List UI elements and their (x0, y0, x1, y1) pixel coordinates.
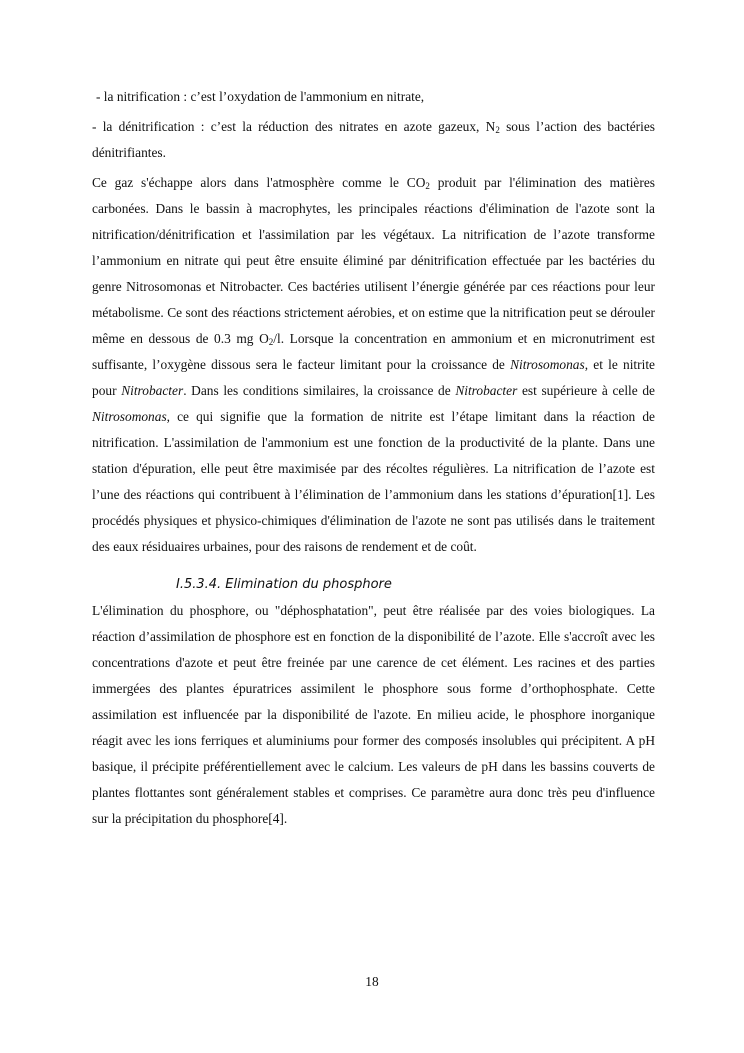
paragraph-denitrification (92, 114, 655, 166)
text-span: /l. Lorsque la concentration en ammonium et en micronutriment est suffisante, l’oxygène dissous sera le facteur limitant pour la croissance de (92, 331, 655, 372)
text-span: , ce qui signifie que la formation de nitrite est l’étape limitant dans la réaction de nitrification. L'assimilation de l'ammonium est une fonction de la productivité de la plante. Dans une station d'épuration, elle peut être maximisée par des récoltes régulières. La nitrification de l’azote est l’une des réactions qui contribuent à l’élimination de l’ammonium dans les stations d’épuration[1]. Les procédés physiques et physico-chimiques d'élimination de l'azote ne sont pas utilisés dans le traitement des eaux résiduaires urbaines, pour des raisons de rendement et de coût. (92, 409, 655, 554)
text-span: est supérieure à celle de (517, 383, 655, 398)
text-span: Ce gaz s'échappe alors dans l'atmosphère comme le CO (92, 175, 426, 190)
text-span: . Dans les conditions similaires, la croissance de (183, 383, 456, 398)
paragraph-phosphore: L'élimination du phosphore, ou "déphosphatation", peut être réalisée par des voies biologiques. La réaction d’assimilation de phosphore est en fonction de la disponibilité de l’azote. Elle s'accroît avec les concentrations d'azote et peut être freinée par une carence de cet élément. Les racines et des parties immergées des plantes épuratrices assimilent le phosphore sous forme d’orthophosphate. Cette assimilation est influencée par la disponibilité de l'azote. En milieu acide, le phosphore inorganique réagit avec les ions ferriques et aluminiums pour former des composés insolubles qui précipitent. A pH basique, il précipite préférentiellement avec le calcium. Les valeurs de pH dans les bassins couverts de plantes flottantes sont généralement stables et comprises. Ce paramètre aura donc très peu d'influence sur la précipitation du phosphore[4]. (92, 603, 655, 826)
section-heading: I.5.3.4. Elimination du phosphore (176, 577, 392, 592)
italic-term: Nitrobacter (121, 383, 184, 398)
subscript: 2 (495, 125, 500, 135)
text-span: sous l’action des bactéries dénitrifiantes. (92, 119, 655, 160)
text-span: , et le nitrite pour (92, 357, 655, 398)
italic-term: Nitrobacter (455, 383, 518, 398)
paragraph-nitrification: - la nitrification : c’est l’oxydation de l'ammonium en nitrate, (96, 89, 425, 104)
subscript: 2 (425, 181, 430, 191)
italic-term: Nitrosomonas (92, 409, 167, 424)
text-span: - la dénitrification : c’est la réduction des nitrates en azote gazeux, N (92, 119, 496, 134)
page-number: 18 (365, 974, 379, 989)
subscript: 2 (268, 337, 274, 347)
paragraph-azote-elimination (92, 170, 655, 560)
text-span: produit par l'élimination des matières carbonées. Dans le bassin à macrophytes, les principales réactions d'élimination de l'azote sont la nitrification/dénitrification et l'assimilation par les végétaux. La nitrification de l’azote transforme l’ammonium en nitrate qui peut être ensuite éliminé par dénitrification effectuée par les bactéries du genre Nitrosomonas et Nitrobacter. Ces bactéries utilisent l’énergie générée par ces réactions pour leur métabolisme. Ce sont des réactions strictement aérobies, et on estime que la nitrification peut se dérouler même en dessous de 0.3 mg O (92, 175, 655, 346)
document-page (92, 84, 655, 832)
italic-term: Nitrosomonas (510, 357, 585, 372)
